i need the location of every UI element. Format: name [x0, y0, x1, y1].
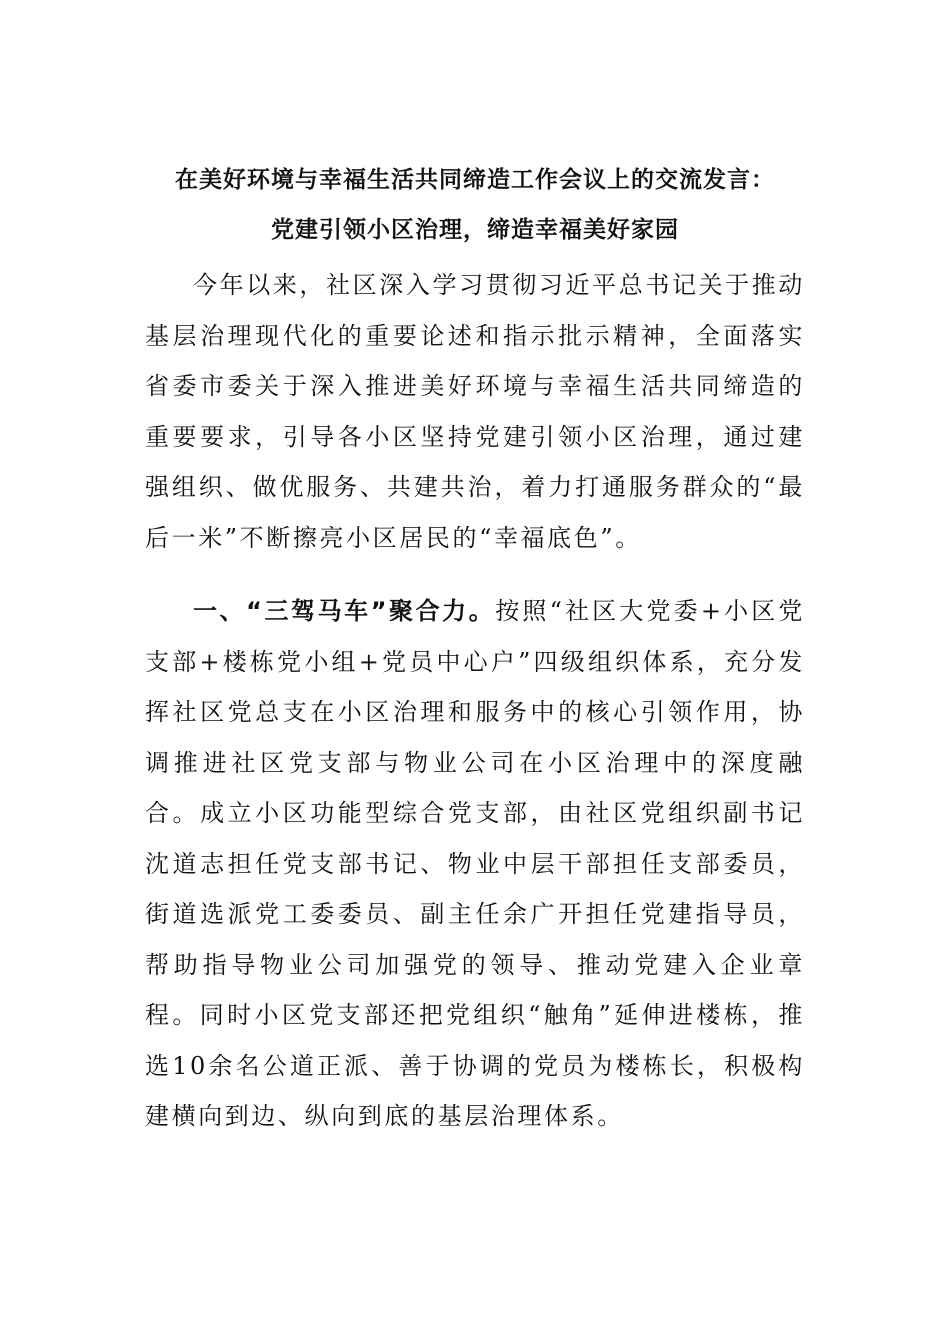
- document-title: [140, 155, 810, 255]
- document-body: [145, 260, 805, 1142]
- title-line-2: 党建引领小区治理，缔造幸福美好家园: [271, 217, 679, 243]
- title-line-1: 在美好环境与幸福生活共同缔造工作会议上的交流发言：: [175, 167, 775, 193]
- section-1-paragraph: [145, 586, 805, 1142]
- intro-paragraph: 今年以来，社区深入学习贯彻习近平总书记关于推动基层治理现代化的重要论述和指示批示精神，全面落实省委市委关于深入推进美好环境与幸福生活共同缔造的重要要求，引导各小区坚持党建引领小区治理，通过建强组织、做优服务、共建共治，着力打通服务群众的“最后一米”不断擦亮小区居民的“幸福底色”。: [145, 271, 805, 552]
- section-1-body: 按照“社区大党委+小区党支部+楼栋党小组+党员中心户”四级组织体系，充分发挥社区党总支在小区治理和服务中的核心引领作用，协调推进社区党支部与物业公司在小区治理中的深度融合。成立小区功能型综合党支部，由社区党组织副书记沈道志担任党支部书记、物业中层干部担任支部委员，街道选派党工委委员、副主任余广开担任党建指导员，帮助指导物业公司加强党的领导、推动党建入企业章程。同时小区党支部还把党组织“触角”延伸进楼栋，推选10余名公道正派、善于协调的党员为楼栋长，积极构建横向到边、纵向到底的基层治理体系。: [145, 597, 806, 1130]
- section-1-heading: 一、“三驾马车”聚合力。: [193, 597, 496, 625]
